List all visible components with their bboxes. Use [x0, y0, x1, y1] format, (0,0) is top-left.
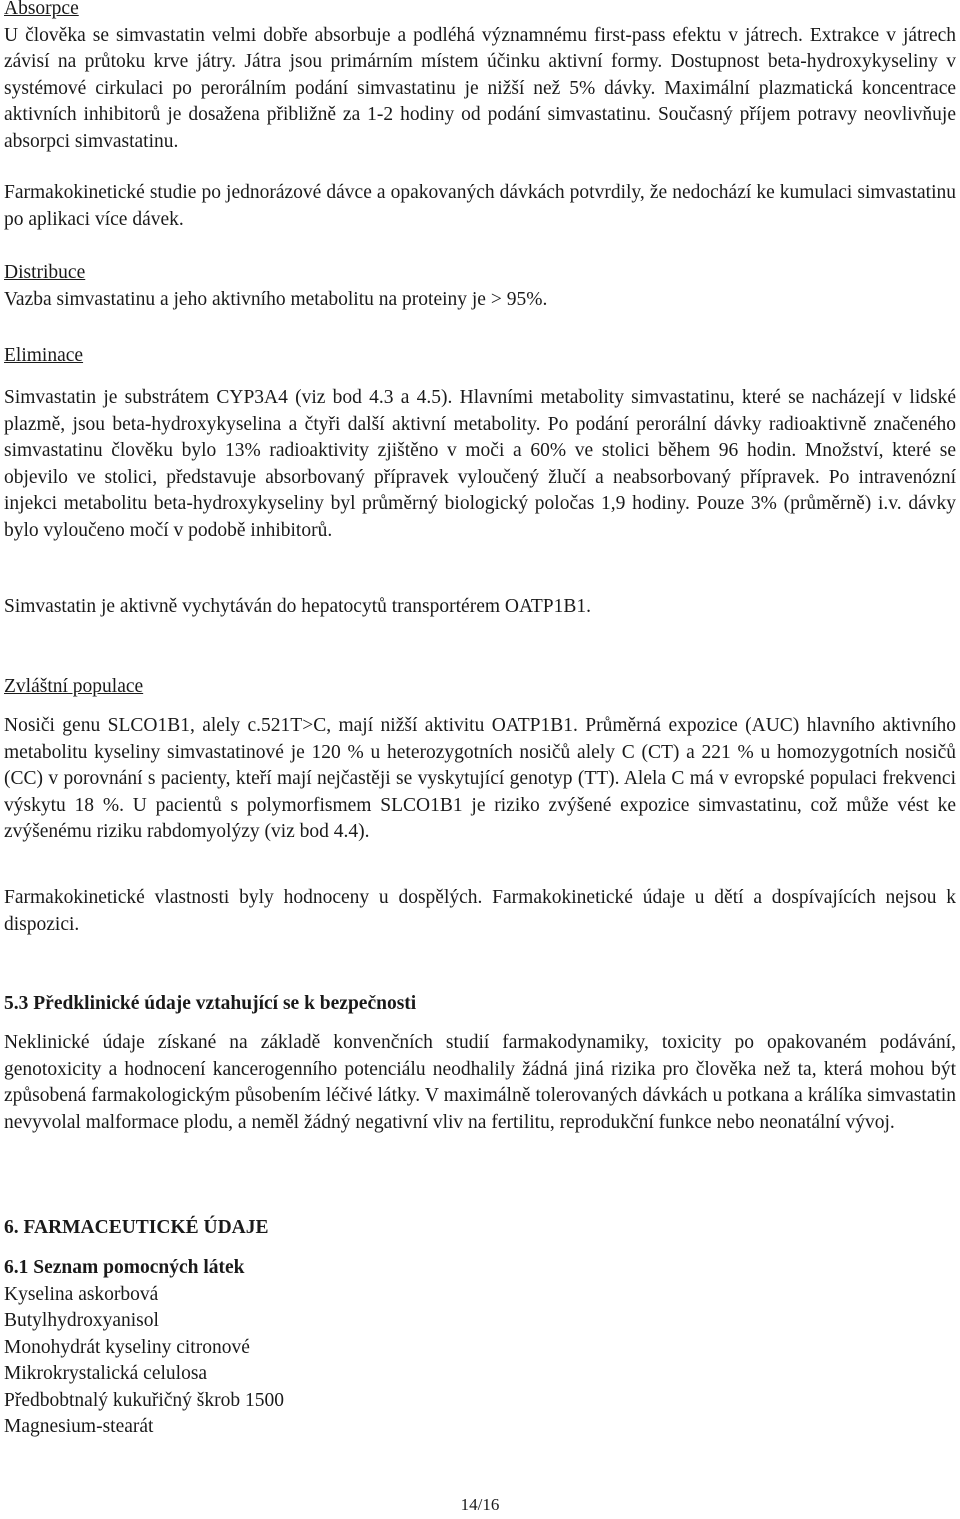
preklinicke-paragraph-block [4, 1030, 956, 1136]
page-number: 14/16 [460, 1495, 500, 1514]
section-zvlastni-populace [4, 674, 956, 701]
heading-absorpce: Absorpce [4, 0, 79, 19]
section-absorpce [4, 0, 956, 155]
heading-pomocne-latky: 6.1 Seznam pomocných látek [4, 1257, 245, 1278]
list-item: Monohydrát kyseliny citronové [4, 1336, 250, 1358]
list-item: Kyselina askorbová [4, 1283, 159, 1305]
list-item: Mikrokrystalická celulosa [4, 1363, 208, 1384]
zvlastni-paragraph-2-block [4, 885, 956, 938]
absorpce-paragraph-2: Farmakokinetické studie po jednorázové dávce a opakovaných dávkách potvrdily, že nedochází ke kumulaci simvastatinu po aplikaci více dávek. [4, 182, 956, 230]
heading-farmaceuticke-udaje: 6. FARMACEUTICKÉ ÚDAJE [4, 1217, 269, 1238]
heading-eliminace: Eliminace [4, 345, 84, 366]
zvlastni-paragraph-1-block [4, 713, 956, 846]
absorpce-paragraph-2-block [4, 180, 956, 233]
zvlastni-paragraph-1: Nosiči genu SLCO1B1, alely c.521T>C, mají nižší aktivitu OATP1B1. Průměrná expozice (AUC) hlavního aktivního metabolitu kyseliny simvastatinové je 120 % u heterozygotních nosičů alely C (CT) a 221 % u homozygotních nosičů (CC) v porovnání s pacienty, kteří mají nejčastěji se vyskytující genotyp (TT). Alela C má v evropské populaci frekvenci výskytu 18 %. U pacientů s polymorfismem SLCO1B1 je riziko zvýšené expozice simvastatinu, což může vést ke zvýšenému riziku rabdomyolýzy (viz bod 4.4). [4, 715, 956, 842]
list-item: Předbobtnalý kukuřičný škrob 1500 [4, 1389, 285, 1411]
eliminace-paragraph-2: Simvastatin je aktivně vychytáván do hepatocytů transportérem OATP1B1. [4, 596, 592, 617]
excipient-list [4, 1282, 956, 1441]
eliminace-paragraph-1: Simvastatin je substrátem CYP3A4 (viz bod 4.3 a 4.5). Hlavními metabolity simvastatinu, které se nacházejí v lidské plazmě, jsou beta-hydroxykyselina a čtyři další aktivní metabolity. Po podání perorální dávky radioaktivně značeného simvastatinu člověku bylo 13% radioaktivity zjištěno v moči a 60% ve stolici během 96 hodin. Množství, které se objevilo ve stolici, představuje absorbovaný přípravek vyloučený žlučí a neabsorbovaný přípravek. Po intravenózní injekci metabolitu beta-hydroxykyseliny byl průměrný biologický poločas 1,9 hodiny. Pouze 3% (průměrně) i.v. dávky bylo vyloučeno močí v podobě inhibitorů. [4, 387, 956, 541]
heading-preklinicke-udaje: 5.3 Předklinické údaje vztahující se k bezpečnosti [4, 993, 417, 1014]
eliminace-paragraph-2-block [4, 594, 956, 621]
section-pomocne-latky [4, 1255, 956, 1441]
list-item: Magnesium-stearát [4, 1416, 154, 1437]
list-item: Butylhydroxyanisol [4, 1310, 159, 1331]
section-distribuce [4, 260, 956, 313]
absorpce-paragraph-1: U člověka se simvastatin velmi dobře absorbuje a podléhá významnému first-pass efektu v játrech. Extrakce v játrech závisí na průtoku krve játry. Játra jsou primárním místem účinku aktivní formy. Dostupnost beta-hydroxykyseliny v systémové cirkulaci po perorálním podání simvastatinu je nižší než 5% dávky. Maximální plazmatická koncentrace aktivních inhibitorů je dosažena přibližně za 1-2 hodiny od podání simvastatinu. Současný příjem potravy neovlivňuje absorpci simvastatinu. [4, 24, 956, 152]
heading-zvlastni-populace: Zvláštní populace [4, 676, 144, 697]
heading-distribuce: Distribuce [4, 262, 86, 283]
eliminace-paragraph-1-block [4, 385, 956, 544]
preklinicke-paragraph: Neklinické údaje získané na základě konvenčních studií farmakodynamiky, toxicity po opakovaném podávání, genotoxicity a hodnocení kancerogenního potenciálu neodhalily žádná jiná rizika pro člověka než ta, která mohou být způsobená farmakologickým působením léčivé látky. V maximálně tolerovaných dávkách u potkana a králíka simvastatin nevyvolal malformace plodu, a neměl žádný negativní vliv na fertilitu, reprodukční funkce nebo neonatální vývoj. [4, 1032, 956, 1133]
zvlastni-paragraph-2: Farmakokinetické vlastnosti byly hodnoceny u dospělých. Farmakokinetické údaje u dětí a dospívajících nejsou k dispozici. [4, 887, 956, 935]
section-preklinicke-udaje [4, 991, 956, 1018]
section-farmaceuticke-udaje [4, 1215, 956, 1242]
distribuce-paragraph: Vazba simvastatinu a jeho aktivního metabolitu na proteiny je > 95%. [4, 288, 548, 310]
section-eliminace [4, 343, 956, 370]
